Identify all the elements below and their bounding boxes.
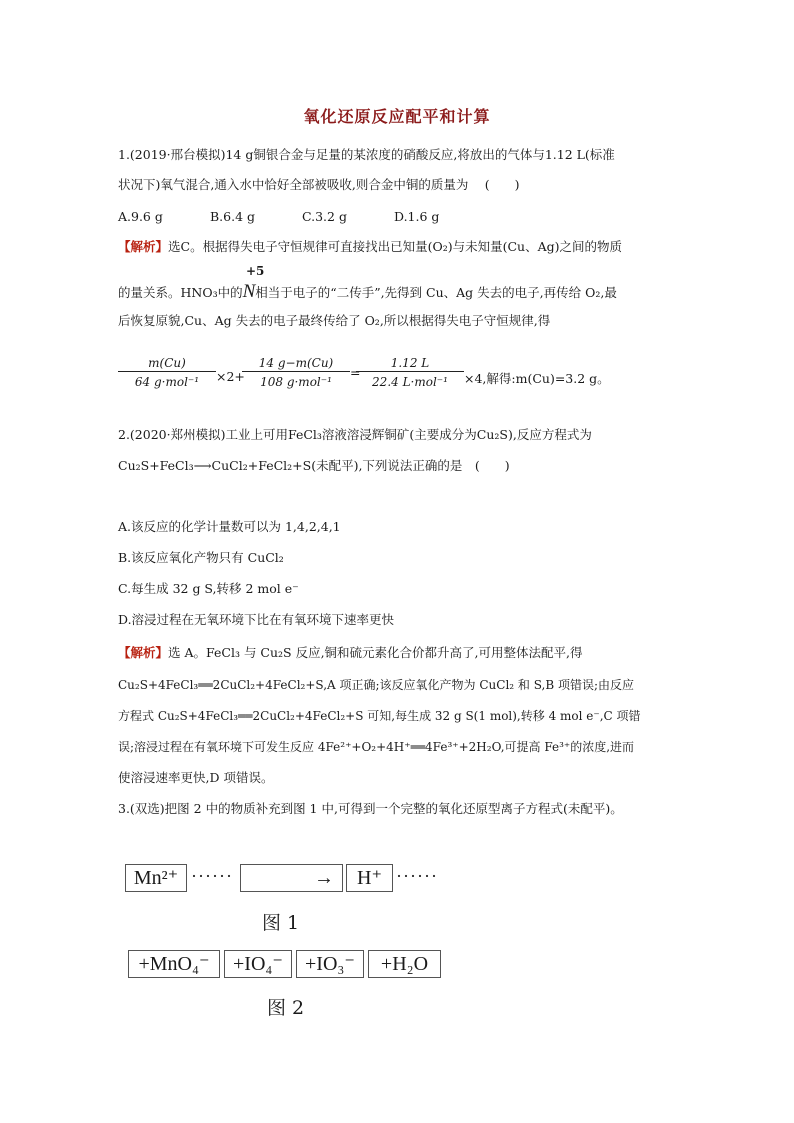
- q1-option-a: A.9.6 g: [118, 209, 163, 224]
- oxidation-state-label: +5: [246, 264, 265, 278]
- fig1-dots-right: ······: [396, 866, 438, 886]
- q1-stem-line2: 状况下)氧气混合,通入水中恰好全部被吸收,则合金中铜的质量为 ( ): [118, 177, 520, 192]
- q2-analysis-line3: 方程式 Cu₂S+4FeCl₃══2CuCl₂+4FeCl₂+S 可知,每生成 32 g S(1 mol),转移 4 mol e⁻,C 项错: [118, 709, 641, 723]
- q2-stem-line2: Cu₂S+FeCl₃⟶CuCl₂+FeCl₂+S(未配平),下列说法正确的是 ( ): [118, 458, 510, 473]
- q1-analysis-line3: 后恢复原貌,Cu、Ag 失去的电子最终传给了 O₂,所以根据得失电子守恒规律,得: [118, 313, 551, 328]
- arrow-icon: →: [314, 867, 334, 889]
- q2-option-a: A.该反应的化学计量数可以为 1,4,2,4,1: [118, 519, 341, 534]
- fraction-3-numerator: 1.12 L: [356, 356, 464, 372]
- q3-stem: 3.(双选)把图 2 中的物质补充到图 1 中,可得到一个完整的氧化还原型离子方程式(未配平)。: [118, 801, 623, 816]
- q1-option-d: D.1.6 g: [394, 209, 440, 224]
- fraction-1-denominator: 64 g·mol⁻¹: [134, 375, 200, 389]
- fig1-blank-box: [240, 864, 343, 892]
- equals-sign: =: [350, 365, 361, 380]
- q2-option-b: B.该反应氧化产物只有 CuCl₂: [118, 550, 284, 565]
- fig2-box-mno4: +MnO₄⁻: [128, 950, 220, 978]
- q2-analysis-line5: 使溶浸速率更快,D 项错误。: [118, 770, 274, 785]
- page-title: 氧化还原反应配平和计算: [303, 107, 491, 126]
- fraction-3: [356, 356, 464, 389]
- fig2-box-io4: +IO₄⁻: [224, 950, 292, 978]
- fig2-label: 图 2: [267, 997, 305, 1019]
- formula-tail: ×4,解得:m(Cu)=3.2 g。: [464, 371, 610, 386]
- q2-analysis-text: 选 A。FeCl₃ 与 Cu₂S 反应,铜和硫元素化合价都升高了,可用整体法配平,得: [168, 645, 583, 660]
- q1-analysis-line1: [118, 238, 622, 256]
- fig1-box-hplus: H⁺: [346, 864, 393, 892]
- fraction-2-numerator: 14 g−m(Cu): [242, 356, 350, 372]
- times-two: ×2+: [216, 369, 245, 384]
- fraction-1: [118, 356, 216, 389]
- fraction-2: [242, 356, 350, 389]
- fig2-box-io3: +IO₃⁻: [296, 950, 364, 978]
- fig2-box-h2o: +H₂O: [368, 950, 441, 978]
- q2-stem-line1: 2.(2020·郑州模拟)工业上可用FeCl₃溶液溶浸辉铜矿(主要成分为Cu₂S),反应方程式为: [118, 427, 592, 442]
- q2-option-d: D.溶浸过程在无氧环境下比在有氧环境下速率更快: [118, 612, 395, 627]
- fig1-dots-left: ······: [191, 866, 233, 886]
- q1-analysis-line2-post: 相当于电子的“二传手”,先得到 Cu、Ag 失去的电子,再传给 O₂,最: [255, 285, 617, 300]
- analysis-tag: 【解析】: [118, 239, 169, 254]
- fraction-1-numerator: m(Cu): [118, 356, 216, 372]
- fraction-2-denominator: 108 g·mol⁻¹: [260, 375, 332, 389]
- q2-analysis-line1: [118, 644, 583, 662]
- q1-option-c: C.3.2 g: [302, 209, 347, 224]
- q1-stem-line1: 1.(2019·邢台模拟)14 g铜银合金与足量的某浓度的硝酸反应,将放出的气体与1.12 L(标准: [118, 147, 615, 162]
- nitrogen-symbol: N: [242, 281, 256, 302]
- q1-analysis-line2: [118, 283, 617, 302]
- q1-analysis-text: 选C。根据得失电子守恒规律可直接找出已知量(O₂)与未知量(Cu、Ag)之间的物质: [168, 239, 622, 254]
- fig1-label: 图 1: [262, 912, 300, 934]
- fraction-3-denominator: 22.4 L·mol⁻¹: [372, 375, 448, 389]
- fig1-box-mn2plus: Mn²⁺: [125, 864, 187, 892]
- q1-option-b: B.6.4 g: [210, 209, 256, 224]
- q2-analysis-line2: Cu₂S+4FeCl₃══2CuCl₂+4FeCl₂+S,A 项正确;该反应氧化产物为 CuCl₂ 和 S,B 项错误;由反应: [118, 678, 635, 692]
- q2-analysis-line4: 误;溶浸过程在有氧环境下可发生反应 4Fe²⁺+O₂+4H⁺══4Fe³⁺+2H₂O,可提高 Fe³⁺的浓度,进而: [118, 740, 635, 754]
- q1-analysis-line2-pre: 的量关系。HNO₃中的: [118, 285, 243, 300]
- analysis-tag: 【解析】: [118, 645, 169, 660]
- q2-option-c: C.每生成 32 g S,转移 2 mol e⁻: [118, 581, 299, 596]
